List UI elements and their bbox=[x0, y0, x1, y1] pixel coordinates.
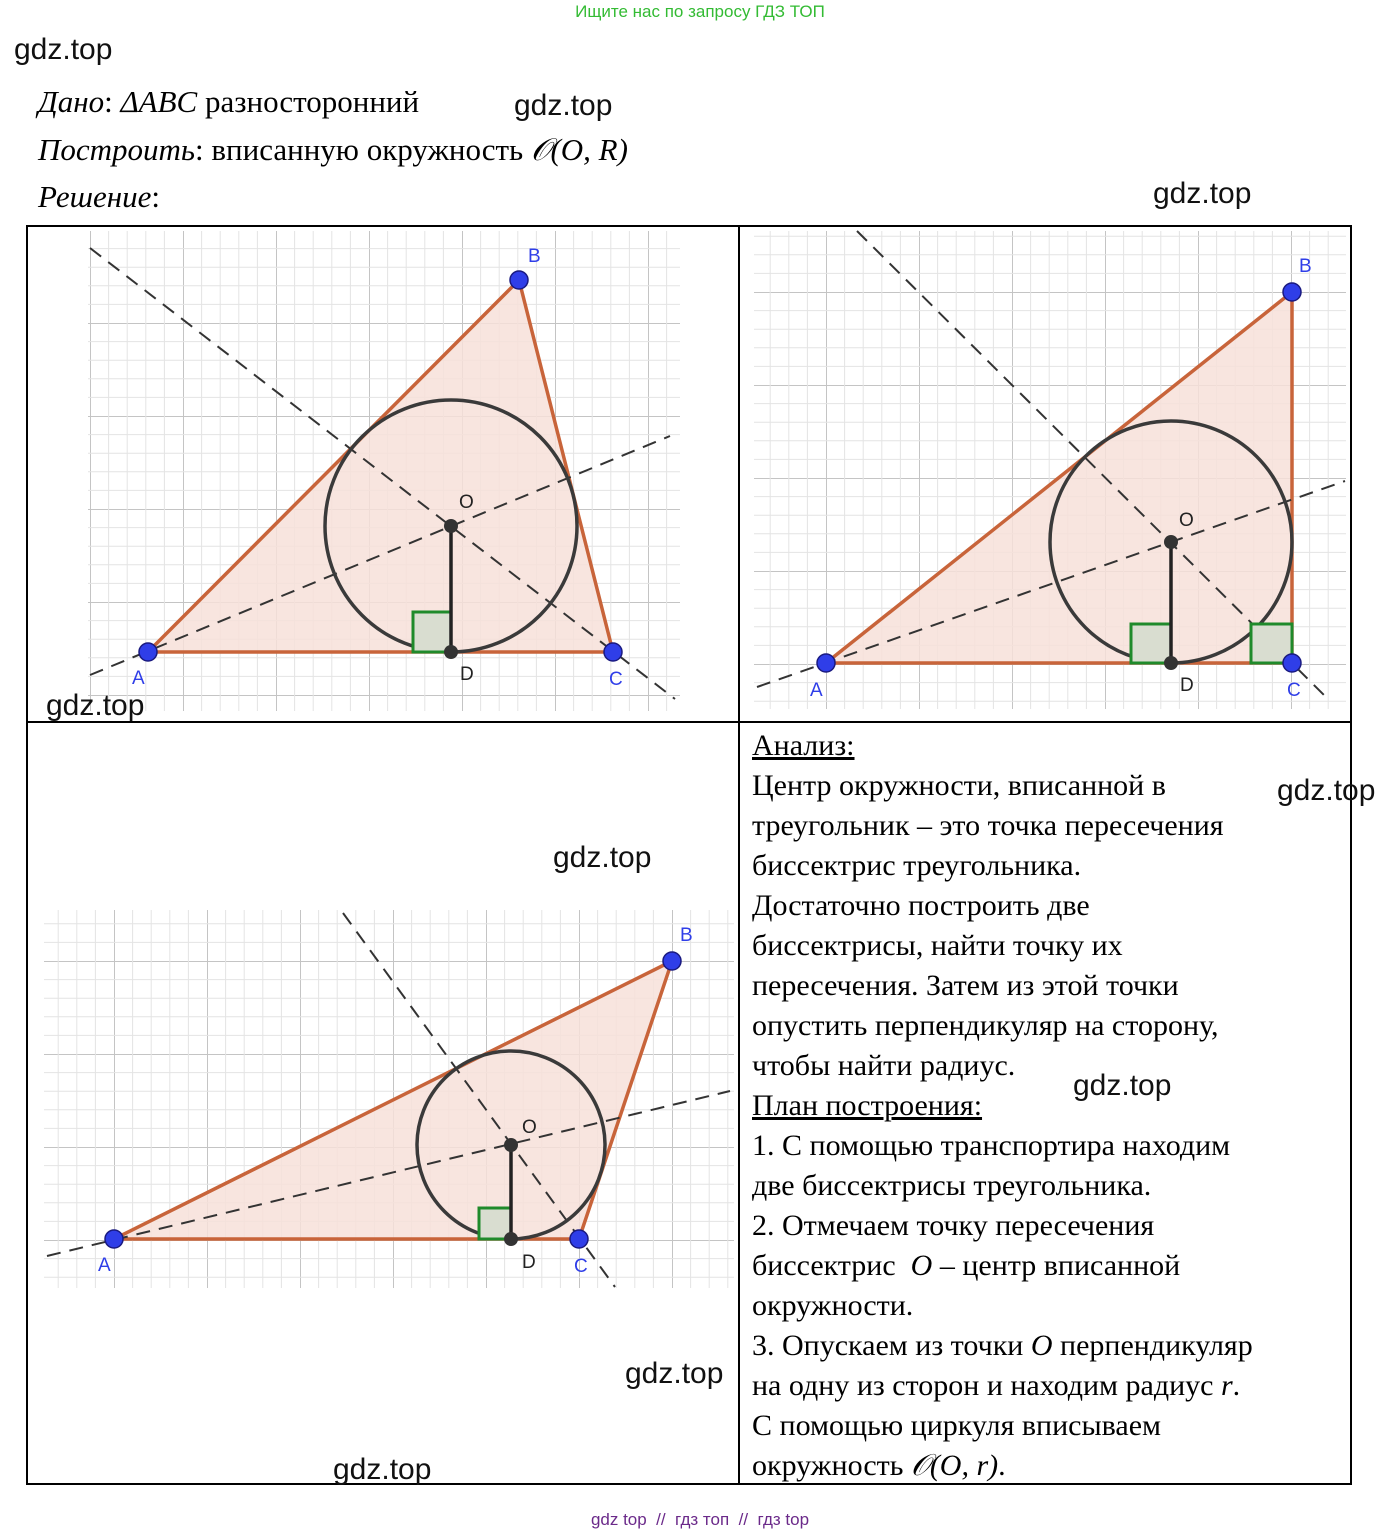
point-o bbox=[504, 1138, 518, 1152]
point-b bbox=[1283, 283, 1301, 301]
construct-text: вписанную окружность bbox=[203, 132, 531, 167]
watermark: gdz.top bbox=[14, 33, 113, 66]
plan-line: на одну из сторон и находим радиус r. bbox=[752, 1369, 1241, 1402]
plan-heading: План построения: bbox=[752, 1089, 983, 1122]
analysis-line: чтобы найти радиус. bbox=[752, 1049, 1016, 1082]
plan-line: 2. Отмечаем точку пересечения bbox=[752, 1209, 1155, 1242]
point-a bbox=[139, 643, 157, 661]
analysis-line: биссектрисы, найти точку их bbox=[752, 929, 1123, 962]
right-angle-mark bbox=[1131, 624, 1171, 663]
point-c bbox=[1283, 654, 1301, 672]
point-c bbox=[604, 643, 622, 661]
plan-line: окружность 𝒪(O, r). bbox=[752, 1449, 1006, 1482]
plan-line: С помощью циркуля вписываем bbox=[752, 1409, 1162, 1442]
label-a: A bbox=[132, 668, 145, 689]
point-a bbox=[817, 654, 835, 672]
point-d bbox=[504, 1232, 518, 1246]
label-c: C bbox=[609, 669, 623, 690]
analysis-line: пересечения. Затем из этой точки bbox=[752, 969, 1179, 1002]
plan-line: 1. С помощью транспортира находим bbox=[752, 1129, 1231, 1162]
label-c: C bbox=[574, 1256, 588, 1277]
analysis-line: опустить перпендикуляр на сторону, bbox=[752, 1009, 1219, 1042]
given-label: Дано bbox=[38, 84, 105, 119]
solution-line: Решение: bbox=[38, 179, 160, 214]
analysis-line: Центр окружности, вписанной в bbox=[752, 769, 1166, 802]
watermark: gdz.top bbox=[625, 1357, 724, 1390]
construct-label: Построить bbox=[38, 132, 196, 167]
label-o: O bbox=[1179, 510, 1194, 531]
point-d bbox=[444, 645, 458, 659]
given-text: разносторонний bbox=[197, 84, 420, 119]
label-c: C bbox=[1287, 680, 1301, 701]
point-b bbox=[510, 271, 528, 289]
point-d bbox=[1164, 656, 1178, 670]
watermark: gdz.top bbox=[46, 689, 145, 722]
analysis-heading: Анализ: bbox=[752, 729, 855, 762]
table-divider-vertical bbox=[738, 225, 740, 1485]
plan-line: биссектрис O – центр вписанной bbox=[752, 1249, 1181, 1282]
analysis-line: Достаточно построить две bbox=[752, 889, 1090, 922]
footer-links: gdz top // гдз топ // гдз top bbox=[590, 1510, 810, 1529]
watermark: gdz.top bbox=[514, 89, 613, 122]
watermark: gdz.top bbox=[553, 841, 652, 874]
label-a: A bbox=[810, 680, 823, 701]
point-a bbox=[105, 1230, 123, 1248]
plan-line: две биссектрисы треугольника. bbox=[752, 1169, 1152, 1202]
figure-2-construction bbox=[742, 229, 1350, 719]
plan-line: 3. Опускаем из точки O перпендикуляр bbox=[752, 1329, 1253, 1362]
label-b: B bbox=[1299, 256, 1312, 277]
analysis-line: треугольник – это точка пересечения bbox=[752, 809, 1224, 842]
triangle-expression: ΔABC bbox=[120, 84, 198, 119]
point-o bbox=[1164, 535, 1178, 549]
watermark: gdz.top bbox=[1277, 774, 1376, 807]
watermark: gdz.top bbox=[1073, 1069, 1172, 1102]
search-hint-banner: Ищите нас по запросу ГДЗ ТОП bbox=[575, 2, 825, 21]
watermark: gdz.top bbox=[1153, 177, 1252, 210]
label-a: A bbox=[98, 1255, 111, 1276]
label-d: D bbox=[522, 1252, 536, 1273]
label-d: D bbox=[460, 664, 474, 685]
solution-label: Решение bbox=[38, 179, 152, 214]
point-b bbox=[663, 952, 681, 970]
construct-line: Построить: вписанную окружность 𝒪(O, R) bbox=[38, 132, 628, 167]
point-o bbox=[444, 519, 458, 533]
right-angle-mark bbox=[413, 612, 451, 652]
label-o: O bbox=[522, 1117, 537, 1138]
label-d: D bbox=[1180, 675, 1194, 696]
table-divider-horizontal bbox=[26, 721, 1352, 723]
circle-expression: 𝒪(O, R) bbox=[530, 132, 628, 167]
label-b: B bbox=[528, 246, 541, 267]
watermark: gdz.top bbox=[333, 1453, 432, 1486]
plan-line: окружности. bbox=[752, 1289, 914, 1322]
given-line: Дано: ΔABC разносторонний bbox=[38, 84, 420, 119]
point-c bbox=[570, 1230, 588, 1248]
analysis-and-plan bbox=[752, 726, 1352, 1486]
figure-1-construction bbox=[30, 229, 736, 719]
label-o: O bbox=[459, 492, 474, 513]
analysis-line: биссектрис треугольника. bbox=[752, 849, 1082, 882]
label-b: B bbox=[680, 925, 693, 946]
